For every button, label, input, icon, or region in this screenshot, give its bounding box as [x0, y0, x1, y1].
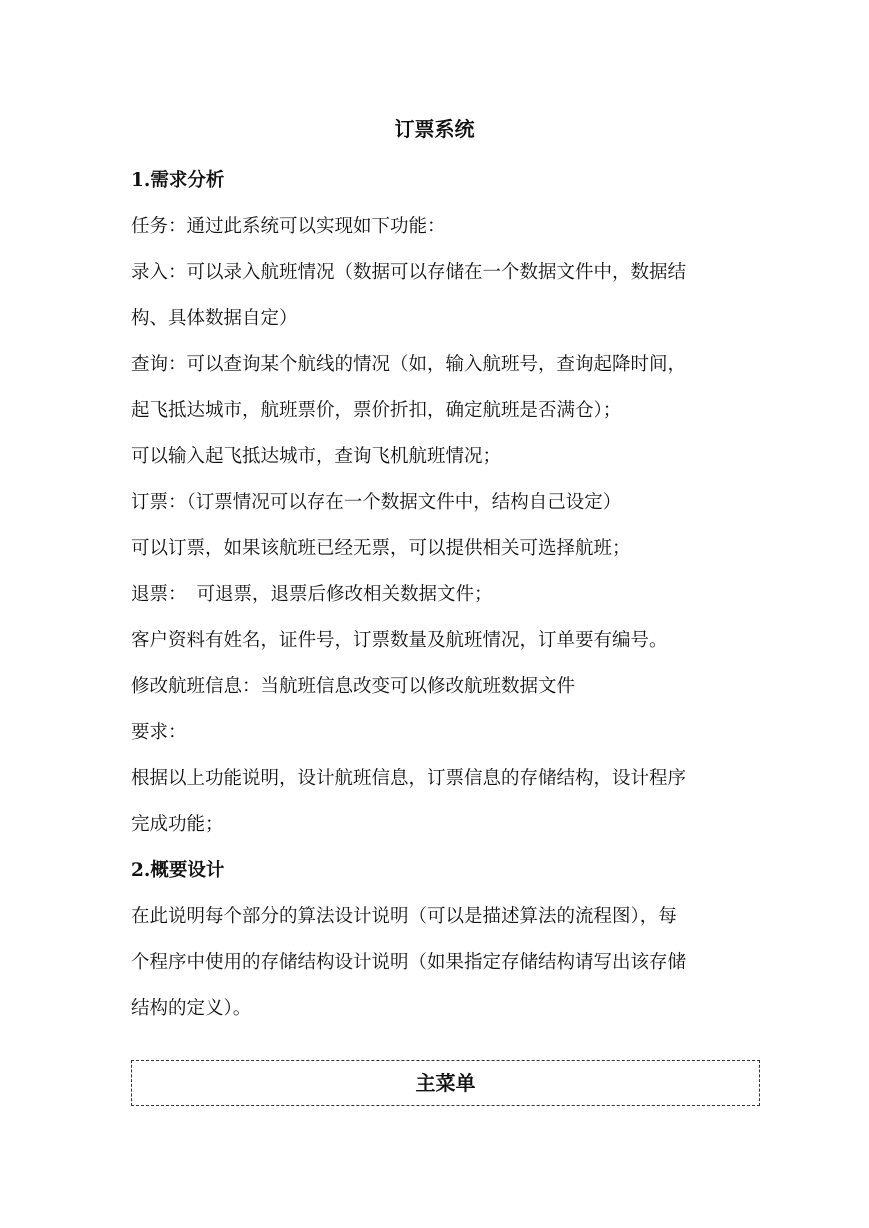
paragraph-line: 在此说明每个部分的算法设计说明（可以是描述算法的流程图），每: [131, 906, 677, 927]
paragraph-line: 完成功能；: [131, 814, 224, 835]
paragraph-line: 可以订票，如果该航班已经无票，可以提供相关可选择航班；: [131, 538, 631, 559]
paragraph-line: 录入：可以录入航班情况（数据可以存储在一个数据文件中，数据结: [131, 262, 687, 283]
paragraph-line: 起飞抵达城市，航班票价，票价折扣，确定航班是否满仓）；: [131, 400, 622, 421]
main-menu-box: 主菜单: [131, 1060, 760, 1106]
paragraph-line: 构、具体数据自定）: [131, 308, 298, 329]
section-heading-requirements: 1.需求分析: [131, 170, 225, 191]
document-body: [131, 158, 751, 1032]
paragraph-line: 客户资料有姓名，证件号，订票数量及航班情况，订单要有编号。: [131, 630, 668, 651]
section-heading-design: 2.概要设计: [131, 860, 225, 881]
paragraph-line: 结构的定义）。: [131, 998, 252, 1019]
refund-label: 退票：: [131, 584, 187, 605]
paragraph-line: 根据以上功能说明，设计航班信息，订票信息的存储结构，设计程序: [131, 768, 687, 789]
paragraph-line: 任务：通过此系统可以实现如下功能：: [131, 216, 446, 237]
paragraph-line-refund: [131, 572, 751, 618]
paragraph-line: 可以输入起飞抵达城市，查询飞机航班情况；: [131, 446, 502, 467]
paragraph-line: 要求：: [131, 722, 187, 743]
refund-text: 可退票，退票后修改相关数据文件；: [196, 584, 493, 605]
document-title: 订票系统: [394, 117, 475, 141]
paragraph-line: 订票：（订票情况可以存在一个数据文件中，结构自己设定）: [131, 492, 622, 513]
paragraph-line: 修改航班信息：当航班信息改变可以修改航班数据文件: [131, 676, 576, 697]
paragraph-line: 个程序中使用的存储结构设计说明（如果指定存储结构请写出该存储: [131, 952, 687, 973]
paragraph-line: 查询：可以查询某个航线的情况（如，输入航班号，查询起降时间，: [131, 354, 687, 375]
